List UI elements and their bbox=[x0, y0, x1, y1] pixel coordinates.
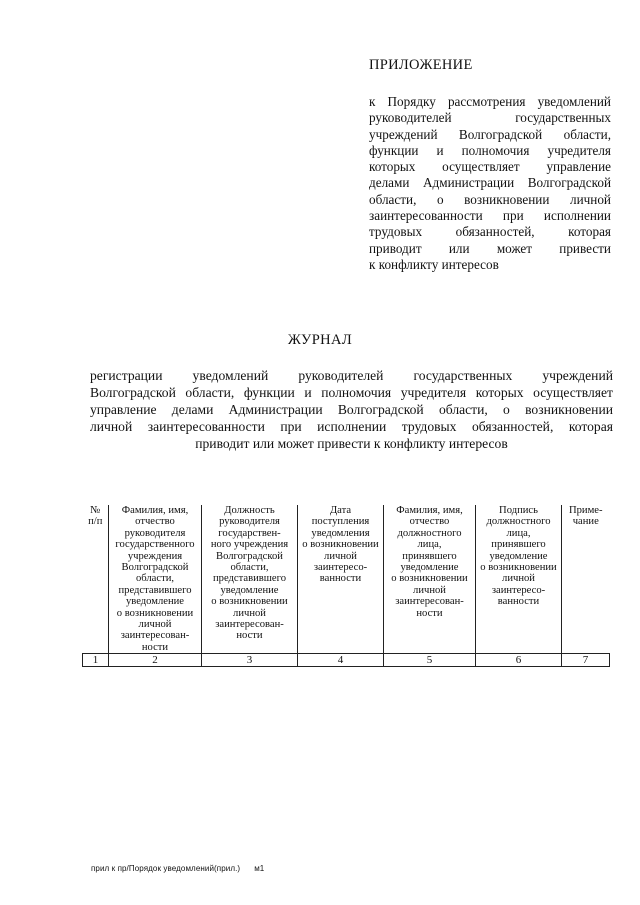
header-line: Дата bbox=[329, 505, 352, 516]
header-line: личной bbox=[324, 550, 357, 562]
header-line: ности bbox=[141, 641, 169, 653]
header-line: заинтересован- bbox=[215, 619, 284, 631]
header-cell-note bbox=[562, 505, 610, 654]
header-line: о возникновении bbox=[211, 596, 288, 608]
header-line: лица, bbox=[506, 527, 531, 539]
appendix-line: руководителей государственных bbox=[369, 110, 611, 126]
header-line: заинтересован- bbox=[120, 630, 190, 642]
header-line: принявшего bbox=[402, 550, 457, 562]
header-line: государствен- bbox=[218, 527, 281, 539]
header-line: представившего bbox=[213, 573, 286, 585]
header-line: заинтересо- bbox=[313, 562, 368, 574]
journal-subtitle-line: регистрации уведомлений руководителей государственных учреждений bbox=[90, 368, 613, 383]
column-number: 3 bbox=[202, 654, 298, 667]
header-line: ности bbox=[416, 607, 443, 619]
header-line: личной bbox=[413, 584, 446, 596]
header-line: государственного bbox=[115, 539, 195, 551]
header-cell-head-position bbox=[202, 505, 298, 654]
header-line: ванности bbox=[319, 573, 362, 585]
header-line: отчество bbox=[135, 516, 175, 528]
column-number: 2 bbox=[109, 654, 202, 667]
header-line: руководителя bbox=[219, 516, 280, 528]
header-line: уведомления bbox=[311, 527, 370, 539]
header-line: заинтересо- bbox=[491, 584, 546, 596]
header-line: уведомление bbox=[489, 550, 548, 562]
journal-subtitle-line: Волгоградской области, функции и полномочия учредителя которых осуществляет bbox=[90, 385, 613, 400]
footer-page-mark: м1 bbox=[254, 864, 265, 873]
journal-subtitle-line: личной заинтересованности при исполнении трудовых обязанностей, которая bbox=[90, 419, 613, 434]
header-line: № bbox=[90, 505, 101, 516]
header-line: Приме- bbox=[568, 505, 603, 516]
header-line: руководителя bbox=[124, 527, 186, 539]
header-line: чание bbox=[572, 516, 599, 528]
appendix-line: которых осуществляет управление bbox=[369, 159, 611, 175]
journal-subtitle bbox=[90, 367, 613, 452]
column-number: 1 bbox=[83, 654, 109, 667]
appendix-line: заинтересованности при исполнении bbox=[369, 208, 611, 224]
header-cell-official-signature bbox=[476, 505, 562, 654]
header-line: Фамилия, имя, bbox=[121, 505, 189, 516]
appendix-line: области, о возникновении личной bbox=[369, 191, 611, 207]
appendix-line: делами Администрации Волгоградской bbox=[369, 175, 611, 191]
column-number: 7 bbox=[562, 654, 610, 667]
header-line: п/п bbox=[88, 516, 103, 528]
header-line: области, bbox=[230, 562, 269, 574]
header-line: представившего bbox=[118, 584, 192, 596]
appendix-line: учреждений Волгоградской области, bbox=[369, 126, 611, 142]
header-line: заинтересован- bbox=[395, 596, 464, 608]
header-cell-head-name bbox=[109, 505, 202, 654]
appendix-line: приводит или может привести bbox=[369, 240, 611, 256]
header-line: Фамилия, имя, bbox=[396, 505, 463, 516]
journal-title: ЖУРНАЛ bbox=[287, 332, 353, 348]
appendix-line: функции и полномочия учредителя bbox=[369, 142, 611, 158]
header-line: учреждения bbox=[127, 550, 183, 562]
journal-subtitle-line: управление делами Администрации Волгоградской области, о возникновении bbox=[90, 402, 613, 417]
header-line: о возникновении bbox=[480, 562, 557, 574]
header-line: должностного bbox=[397, 527, 462, 539]
table-number-row bbox=[83, 654, 610, 667]
header-line: о возникновении bbox=[116, 607, 194, 619]
footer-file-path: прил к пр/Порядок уведомлений(прил.) bbox=[91, 864, 241, 873]
header-line: о возникновении bbox=[302, 539, 379, 551]
registration-table bbox=[82, 505, 610, 667]
appendix-line: к конфликту интересов bbox=[369, 256, 499, 272]
header-line: личной bbox=[502, 573, 535, 585]
header-line: ности bbox=[236, 630, 263, 642]
appendix-text bbox=[369, 94, 611, 273]
header-line: области, bbox=[135, 573, 175, 585]
header-line: личной bbox=[233, 607, 266, 619]
column-number: 6 bbox=[476, 654, 562, 667]
header-line: отчество bbox=[409, 516, 450, 528]
appendix-line: к Порядку рассмотрения уведомлений bbox=[369, 94, 611, 109]
header-line: принявшего bbox=[491, 539, 546, 551]
header-cell-number bbox=[83, 505, 109, 654]
header-line: уведомление bbox=[400, 562, 459, 574]
header-line: Волгоградской bbox=[216, 550, 283, 562]
header-line: лица, bbox=[417, 539, 442, 551]
table-header-row bbox=[83, 505, 610, 654]
column-number: 4 bbox=[298, 654, 384, 667]
header-cell-receipt-date bbox=[298, 505, 384, 654]
header-line: должностного bbox=[486, 516, 551, 528]
header-line: уведомление bbox=[125, 596, 185, 608]
header-line: поступления bbox=[311, 516, 370, 528]
header-line: ного учреждения bbox=[210, 539, 289, 551]
appendix-title: ПРИЛОЖЕНИЕ bbox=[369, 57, 473, 73]
header-line: личной bbox=[138, 619, 172, 631]
header-line: уведомление bbox=[220, 584, 279, 596]
header-line: о возникновении bbox=[391, 573, 468, 585]
header-line: ванности bbox=[497, 596, 540, 608]
appendix-line: трудовых обязанностей, которая bbox=[369, 224, 611, 240]
header-line: Подпись bbox=[499, 505, 538, 516]
header-line: Должность bbox=[224, 505, 275, 516]
journal-subtitle-line: приводит или может привести к конфликту интересов bbox=[195, 436, 508, 451]
footer bbox=[91, 864, 264, 873]
header-line: Волгоградской bbox=[121, 562, 189, 574]
column-number: 5 bbox=[384, 654, 476, 667]
header-cell-official-name bbox=[384, 505, 476, 654]
